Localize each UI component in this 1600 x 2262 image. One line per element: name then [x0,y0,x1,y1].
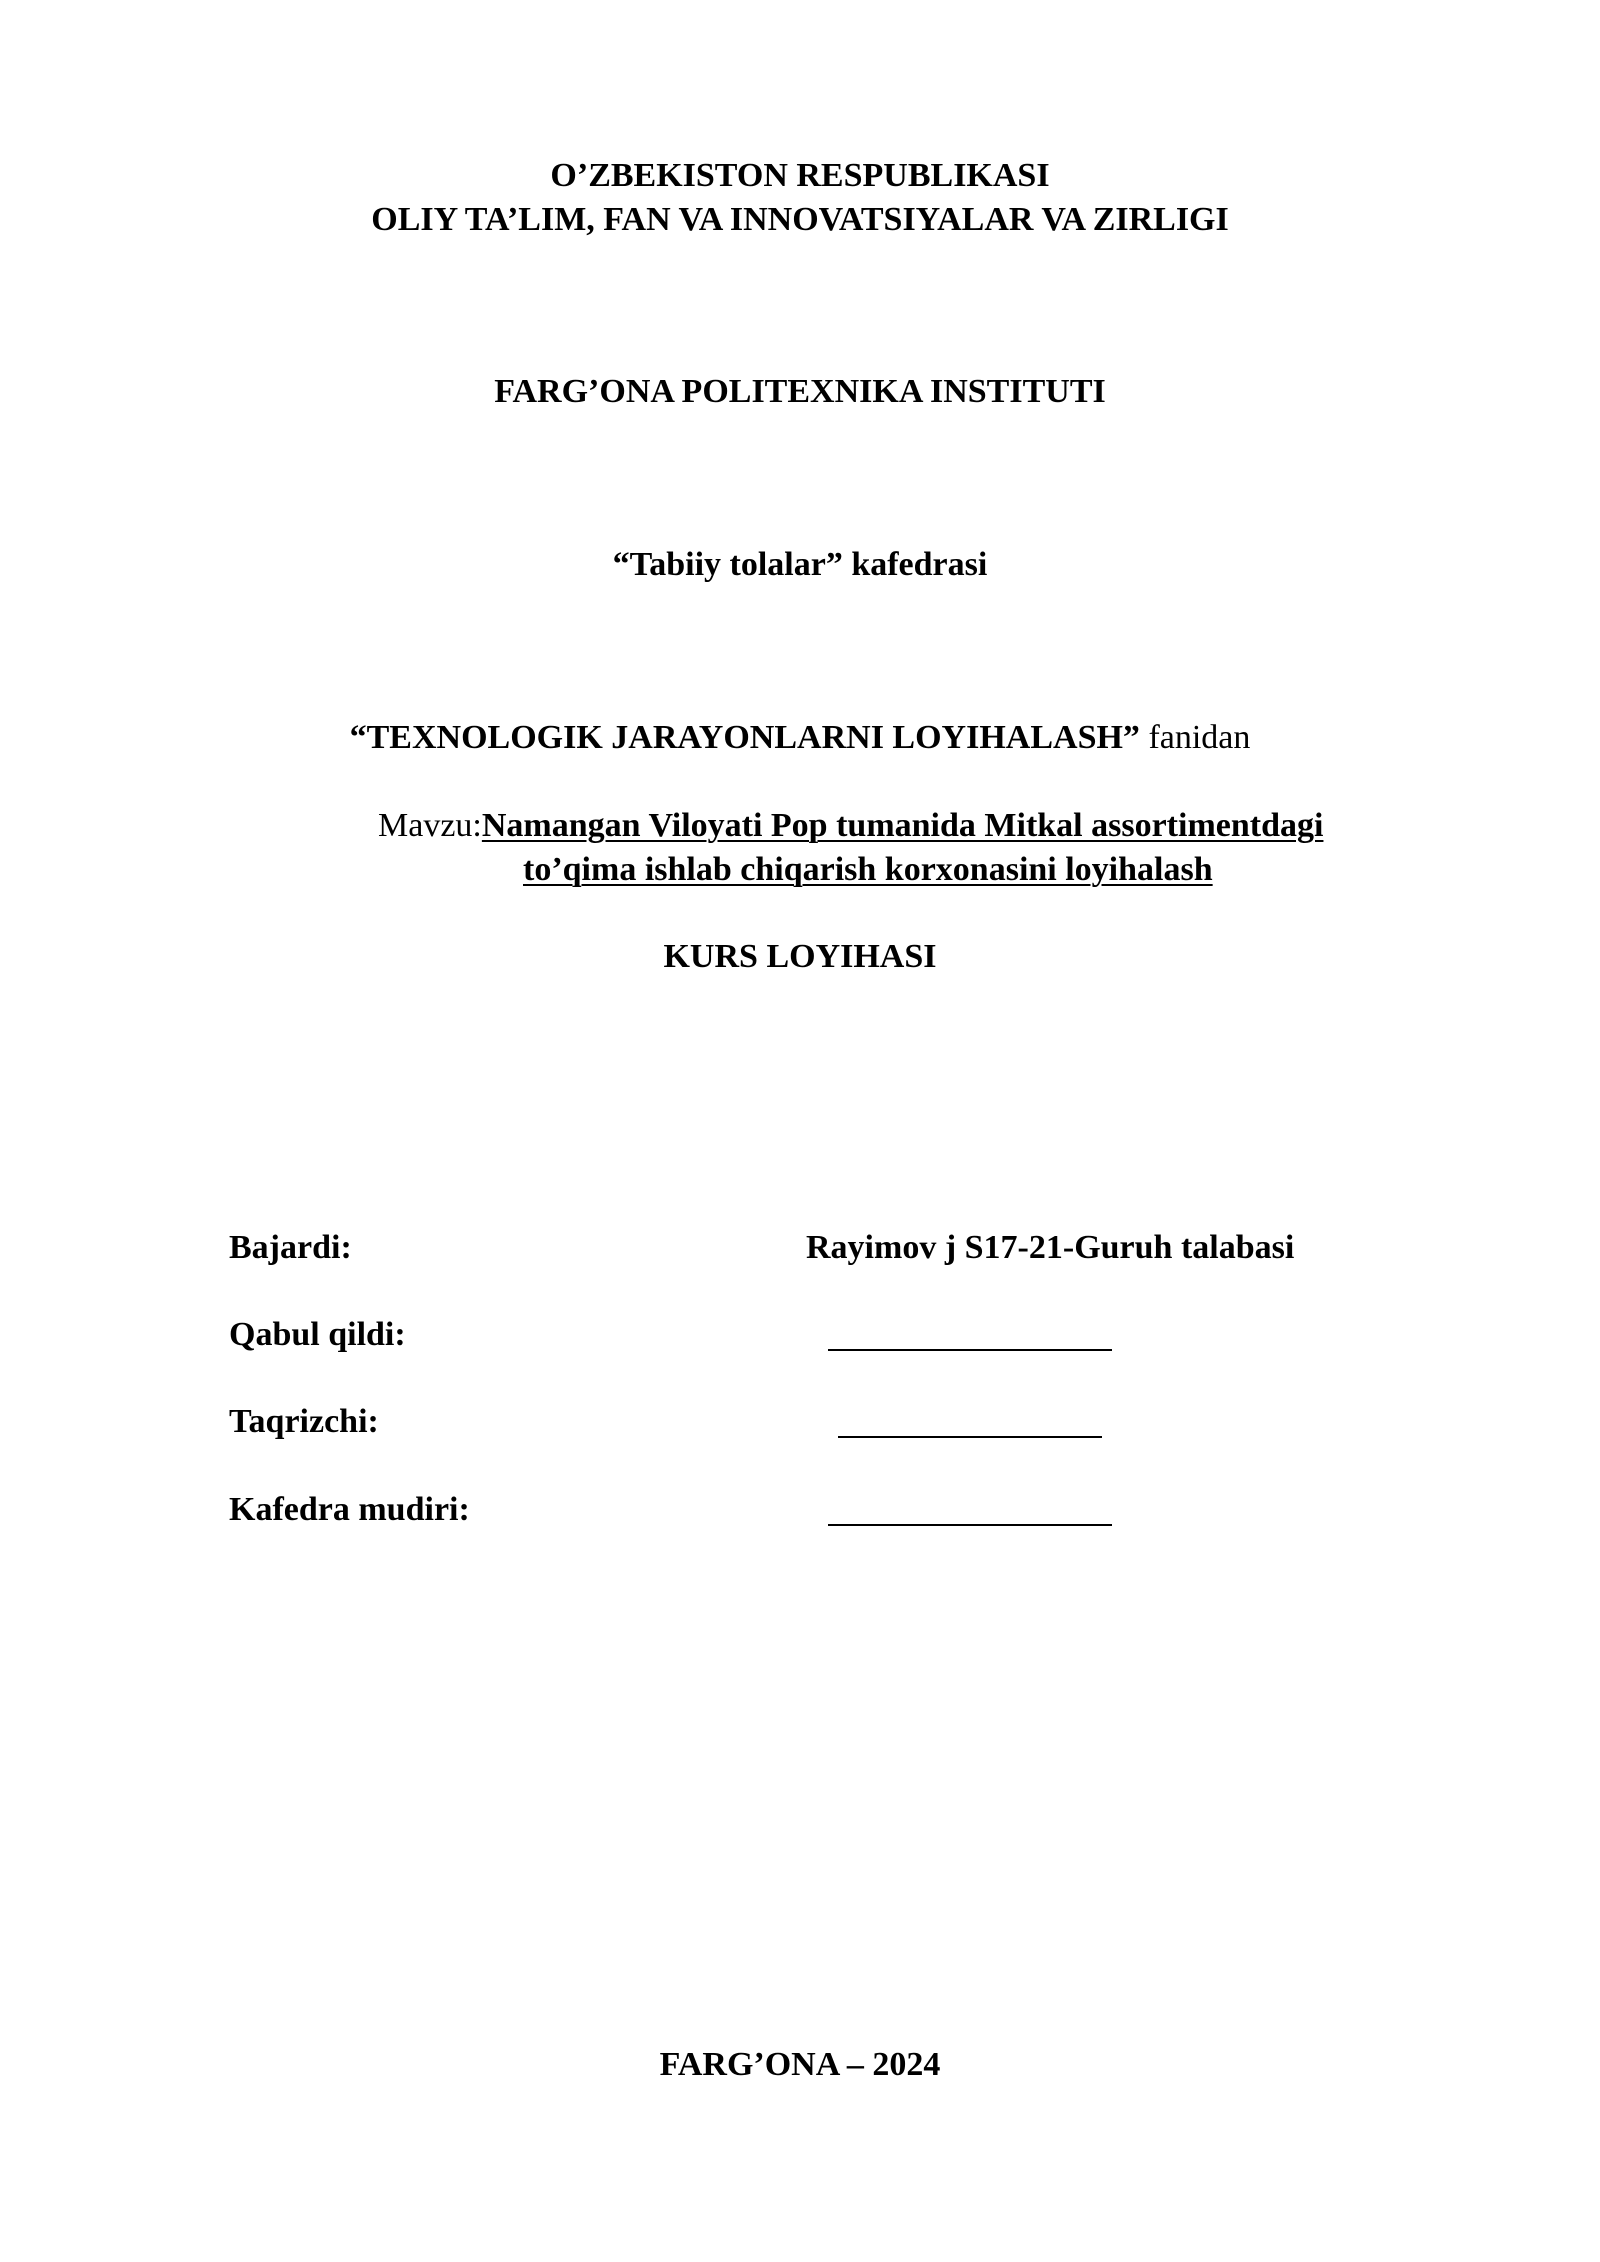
department-name: “Tabiiy tolalar” [612,546,843,583]
department-line [0,543,1600,587]
topic-line-1 [378,804,1323,848]
republic-heading: O’ZBEKISTON RESPUBLIKASI [550,157,1050,194]
institute-heading: FARG’ONA POLITEXNIKA INSTITUTI [494,373,1106,410]
subject-suffix: fanidan [1139,719,1251,756]
signature-blank-qabul-qildi [828,1349,1112,1351]
topic-colon: : [472,807,482,844]
signature-blank-kafedra-mudiri [828,1524,1112,1526]
signature-label-kafedra-mudiri: Kafedra mudiri: [229,1491,470,1528]
signature-blank-taqrizchi [838,1436,1102,1438]
topic-label: Mavzu [378,807,473,844]
topic-title-line1: Namangan Viloyati Pop tumanida Mitkal assortimentdagi [481,807,1324,844]
signature-label-bajardi: Bajardi: [229,1229,352,1266]
signature-label-qabul-qildi: Qabul qildi: [229,1316,406,1353]
signature-value-bajardi: Rayimov j S17-21-Guruh talabasi [806,1229,1295,1266]
document-type: KURS LOYIHASI [663,938,937,975]
topic-line-2 [523,848,1213,892]
subject-name: “TEXNOLOGIK JARAYONLARNI LOYIHALASH” [349,719,1140,756]
subject-line [0,716,1600,760]
topic-title-line2: to’qima ishlab chiqarish korxonasini loyihalash [523,851,1213,888]
ministry-heading: OLIY TA’LIM, FAN VA INNOVATSIYALAR VA ZIRLIGI [371,201,1229,238]
department-word: kafedrasi [842,546,988,583]
city-year: FARG’ONA – 2024 [659,2046,941,2083]
signature-label-taqrizchi: Taqrizchi: [229,1403,379,1440]
